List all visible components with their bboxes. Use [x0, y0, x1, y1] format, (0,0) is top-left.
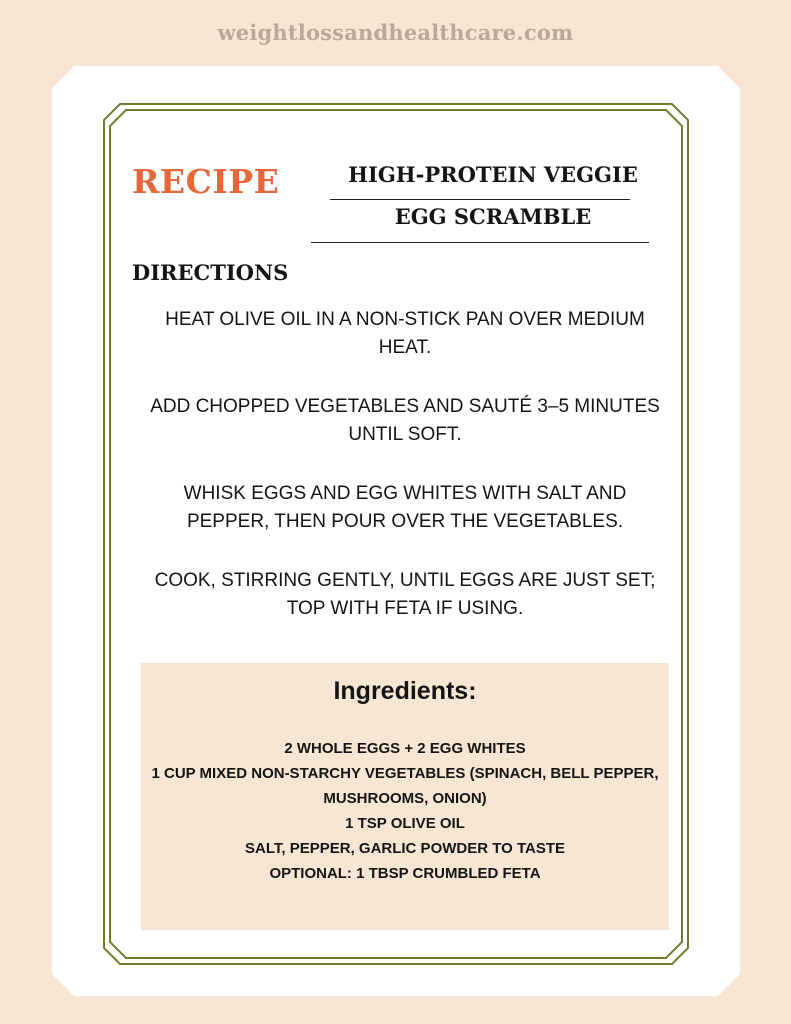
- direction-step: HEAT OLIVE OIL IN A NON-STICK PAN OVER MEDIUM HEAT.: [165, 309, 645, 358]
- direction-step: ADD CHOPPED VEGETABLES AND SAUTÉ 3–5 MINUTES UNTIL SOFT.: [150, 396, 660, 445]
- ingredients-list: [141, 736, 669, 886]
- ingredient-item: 1 CUP MIXED NON-STARCHY VEGETABLES (SPINACH, BELL PEPPER, MUSHROOMS, ONION): [151, 765, 659, 807]
- ingredients-heading: Ingredients:: [333, 677, 477, 705]
- recipe-label: RECIPE: [132, 162, 280, 201]
- site-domain: weightlossandhealthcare.com: [217, 20, 574, 45]
- ingredient-item: 2 WHOLE EGGS + 2 EGG WHITES: [284, 740, 526, 757]
- ingredients-panel: [141, 663, 669, 930]
- directions-heading: DIRECTIONS: [132, 260, 289, 285]
- ingredient-item: 1 TSP OLIVE OIL: [345, 815, 465, 832]
- title-underline-1: [330, 199, 630, 200]
- direction-step: COOK, STIRRING GENTLY, UNTIL EGGS ARE JUST SET; TOP WITH FETA IF USING.: [154, 570, 656, 619]
- directions-list: [150, 306, 660, 654]
- ingredient-item: OPTIONAL: 1 TBSP CRUMBLED FETA: [269, 865, 541, 882]
- recipe-title-line1: HIGH-PROTEIN VEGGIE: [348, 162, 638, 187]
- ingredient-item: SALT, PEPPER, GARLIC POWDER TO TASTE: [244, 840, 566, 857]
- direction-step: WHISK EGGS AND EGG WHITES WITH SALT AND PEPPER, THEN POUR OVER THE VEGETABLES.: [183, 483, 627, 532]
- title-underline-2: [311, 242, 649, 243]
- recipe-title-line2: EGG SCRAMBLE: [394, 204, 592, 229]
